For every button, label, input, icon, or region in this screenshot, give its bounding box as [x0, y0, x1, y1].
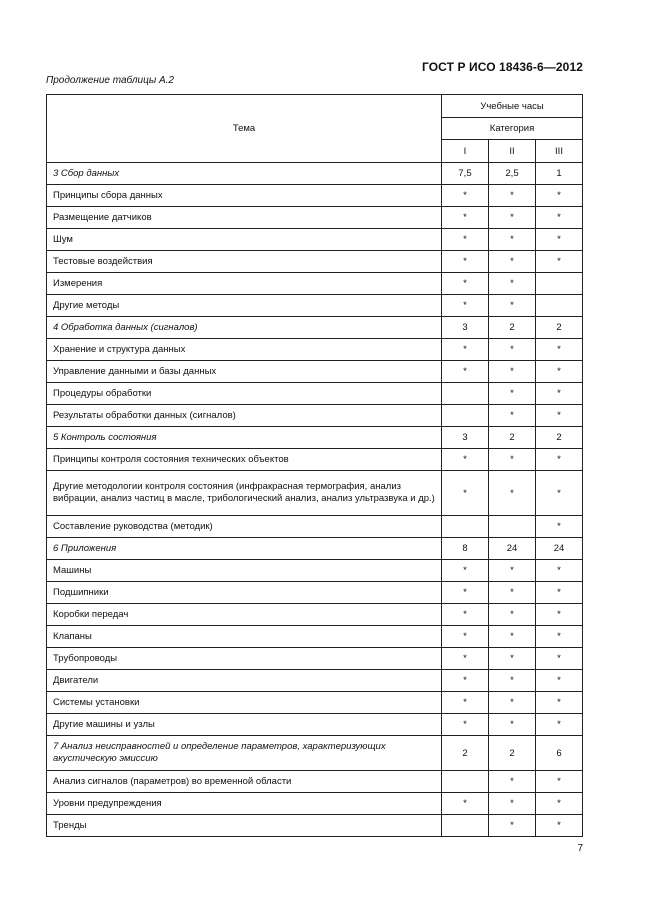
hours-cell-category-i: 7,5 — [442, 163, 489, 185]
hours-cell-category-ii: * — [489, 648, 536, 670]
table-row — [47, 229, 583, 251]
hours-cell-category-ii: * — [489, 383, 536, 405]
topic-cell: Размещение датчиков — [47, 207, 442, 229]
table-row — [47, 339, 583, 361]
table-row — [47, 471, 583, 516]
table-row — [47, 185, 583, 207]
standard-designation: ГОСТ Р ИСО 18436-6—2012 — [421, 60, 583, 74]
table-row — [47, 273, 583, 295]
hours-column-header: Учебные часы — [442, 95, 583, 118]
topic-cell: 3 Сбор данных — [47, 163, 442, 185]
hours-cell-category-i: * — [442, 207, 489, 229]
hours-cell-category-iii: * — [536, 815, 583, 837]
hours-cell-category-iii: * — [536, 229, 583, 251]
hours-cell-category-iii: * — [536, 692, 583, 714]
hours-cell-category-i: 2 — [442, 736, 489, 771]
table-row — [47, 670, 583, 692]
table-row — [47, 295, 583, 317]
hours-cell-category-iii: * — [536, 771, 583, 793]
hours-cell-category-iii — [536, 295, 583, 317]
topic-cell: 6 Приложения — [47, 538, 442, 560]
hours-cell-category-i — [442, 771, 489, 793]
hours-cell-category-iii: * — [536, 582, 583, 604]
table-row — [47, 251, 583, 273]
hours-cell-category-ii: * — [489, 207, 536, 229]
hours-cell-category-ii: * — [489, 604, 536, 626]
hours-cell-category-i: * — [442, 670, 489, 692]
table-row — [47, 582, 583, 604]
hours-cell-category-i: * — [442, 449, 489, 471]
topic-cell: Другие машины и узлы — [47, 714, 442, 736]
hours-cell-category-iii: * — [536, 207, 583, 229]
table-row — [47, 405, 583, 427]
section-row — [47, 317, 583, 339]
hours-cell-category-ii: * — [489, 771, 536, 793]
topic-cell: Тренды — [47, 815, 442, 837]
hours-cell-category-ii: * — [489, 560, 536, 582]
topic-cell: Другие методы — [47, 295, 442, 317]
table-row — [47, 714, 583, 736]
topic-cell: Системы установки — [47, 692, 442, 714]
topic-cell: Измерения — [47, 273, 442, 295]
hours-cell-category-i: * — [442, 185, 489, 207]
hours-cell-category-ii: * — [489, 471, 536, 516]
hours-cell-category-ii: * — [489, 714, 536, 736]
topic-cell: Уровни предупреждения — [47, 793, 442, 815]
table-continuation-caption: Продолжение таблицы А.2 — [46, 75, 174, 86]
table-row — [47, 771, 583, 793]
table-row — [47, 626, 583, 648]
topic-cell: Результаты обработки данных (сигналов) — [47, 405, 442, 427]
table-row — [47, 516, 583, 538]
topic-cell: Подшипники — [47, 582, 442, 604]
hours-cell-category-iii: * — [536, 626, 583, 648]
hours-cell-category-iii: 1 — [536, 163, 583, 185]
hours-cell-category-ii: * — [489, 449, 536, 471]
hours-cell-category-ii: * — [489, 405, 536, 427]
hours-cell-category-iii: * — [536, 560, 583, 582]
topic-cell: Хранение и структура данных — [47, 339, 442, 361]
table-row — [47, 383, 583, 405]
hours-cell-category-i: * — [442, 793, 489, 815]
table-body — [47, 163, 583, 837]
hours-cell-category-iii: * — [536, 185, 583, 207]
hours-cell-category-ii: * — [489, 229, 536, 251]
category-ii-header: II — [489, 140, 536, 163]
hours-cell-category-i — [442, 383, 489, 405]
hours-cell-category-iii: * — [536, 793, 583, 815]
hours-cell-category-iii: * — [536, 714, 583, 736]
topic-cell: Анализ сигналов (параметров) во временной области — [47, 771, 442, 793]
hours-cell-category-ii: * — [489, 273, 536, 295]
hours-cell-category-i: * — [442, 560, 489, 582]
table-row — [47, 560, 583, 582]
hours-cell-category-iii: 2 — [536, 427, 583, 449]
hours-cell-category-ii: * — [489, 626, 536, 648]
table-row — [47, 449, 583, 471]
section-row — [47, 163, 583, 185]
topic-cell: Другие методологии контроля состояния (инфракрасная термография, анализ вибрации, анализ частиц в масле, трибологический анализ, анализ ультразвука и др.) — [47, 471, 442, 516]
hours-cell-category-ii: * — [489, 582, 536, 604]
hours-cell-category-iii: * — [536, 604, 583, 626]
hours-cell-category-iii: * — [536, 516, 583, 538]
topic-cell: Тестовые воздействия — [47, 251, 442, 273]
hours-cell-category-iii: * — [536, 251, 583, 273]
hours-cell-category-i: * — [442, 582, 489, 604]
topic-cell: Коробки передач — [47, 604, 442, 626]
hours-cell-category-i: * — [442, 295, 489, 317]
topic-cell: Клапаны — [47, 626, 442, 648]
section-row — [47, 427, 583, 449]
hours-cell-category-iii: * — [536, 405, 583, 427]
topic-cell: Трубопроводы — [47, 648, 442, 670]
hours-cell-category-i: * — [442, 471, 489, 516]
hours-cell-category-i: * — [442, 251, 489, 273]
hours-cell-category-i — [442, 405, 489, 427]
table-row — [47, 793, 583, 815]
hours-cell-category-iii: * — [536, 670, 583, 692]
topic-column-header: Тема — [47, 95, 442, 163]
hours-cell-category-i: * — [442, 604, 489, 626]
hours-cell-category-i: 3 — [442, 317, 489, 339]
topic-cell: Принципы контроля состояния технических объектов — [47, 449, 442, 471]
hours-cell-category-iii: 2 — [536, 317, 583, 339]
hours-cell-category-ii — [489, 516, 536, 538]
category-iii-header: III — [536, 140, 583, 163]
table-row — [47, 604, 583, 626]
hours-cell-category-i: * — [442, 692, 489, 714]
category-i-header: I — [442, 140, 489, 163]
table-row — [47, 361, 583, 383]
hours-cell-category-ii: 2 — [489, 736, 536, 771]
hours-cell-category-i: 3 — [442, 427, 489, 449]
section-row — [47, 736, 583, 771]
hours-cell-category-ii: * — [489, 339, 536, 361]
hours-cell-category-iii: * — [536, 471, 583, 516]
hours-cell-category-iii: * — [536, 361, 583, 383]
topic-cell: 7 Анализ неисправностей и определение параметров, характеризующих акустическую эмиссию — [47, 736, 442, 771]
hours-cell-category-i: * — [442, 229, 489, 251]
hours-cell-category-i: * — [442, 361, 489, 383]
topic-cell: Машины — [47, 560, 442, 582]
topic-cell: 5 Контроль состояния — [47, 427, 442, 449]
topic-cell: Управление данными и базы данных — [47, 361, 442, 383]
table-row — [47, 648, 583, 670]
hours-cell-category-ii: * — [489, 185, 536, 207]
hours-cell-category-i: * — [442, 339, 489, 361]
hours-cell-category-ii: 24 — [489, 538, 536, 560]
category-column-header: Категория — [442, 118, 583, 140]
hours-cell-category-ii: 2,5 — [489, 163, 536, 185]
hours-cell-category-i: * — [442, 714, 489, 736]
topic-cell: Шум — [47, 229, 442, 251]
table-row — [47, 815, 583, 837]
hours-cell-category-i: * — [442, 273, 489, 295]
topic-cell: Составление руководства (методик) — [47, 516, 442, 538]
hours-cell-category-ii: * — [489, 670, 536, 692]
topic-cell: Процедуры обработки — [47, 383, 442, 405]
hours-cell-category-ii: 2 — [489, 317, 536, 339]
topic-cell: 4 Обработка данных (сигналов) — [47, 317, 442, 339]
section-row — [47, 538, 583, 560]
hours-cell-category-ii: * — [489, 251, 536, 273]
hours-cell-category-iii: * — [536, 648, 583, 670]
hours-cell-category-ii: 2 — [489, 427, 536, 449]
hours-cell-category-iii: * — [536, 339, 583, 361]
hours-cell-category-i — [442, 516, 489, 538]
table-row — [47, 207, 583, 229]
hours-cell-category-ii: * — [489, 815, 536, 837]
hours-cell-category-iii: 24 — [536, 538, 583, 560]
hours-cell-category-iii: * — [536, 449, 583, 471]
table-row — [47, 692, 583, 714]
topic-cell: Принципы сбора данных — [47, 185, 442, 207]
hours-cell-category-i: 8 — [442, 538, 489, 560]
hours-cell-category-ii: * — [489, 692, 536, 714]
hours-cell-category-ii: * — [489, 793, 536, 815]
training-hours-table — [46, 94, 583, 837]
topic-cell: Двигатели — [47, 670, 442, 692]
hours-cell-category-i — [442, 815, 489, 837]
hours-cell-category-iii: 6 — [536, 736, 583, 771]
hours-cell-category-ii: * — [489, 361, 536, 383]
hours-cell-category-i: * — [442, 648, 489, 670]
hours-cell-category-i: * — [442, 626, 489, 648]
hours-cell-category-iii: * — [536, 383, 583, 405]
hours-cell-category-ii: * — [489, 295, 536, 317]
hours-cell-category-iii — [536, 273, 583, 295]
page-number: 7 — [577, 843, 583, 854]
